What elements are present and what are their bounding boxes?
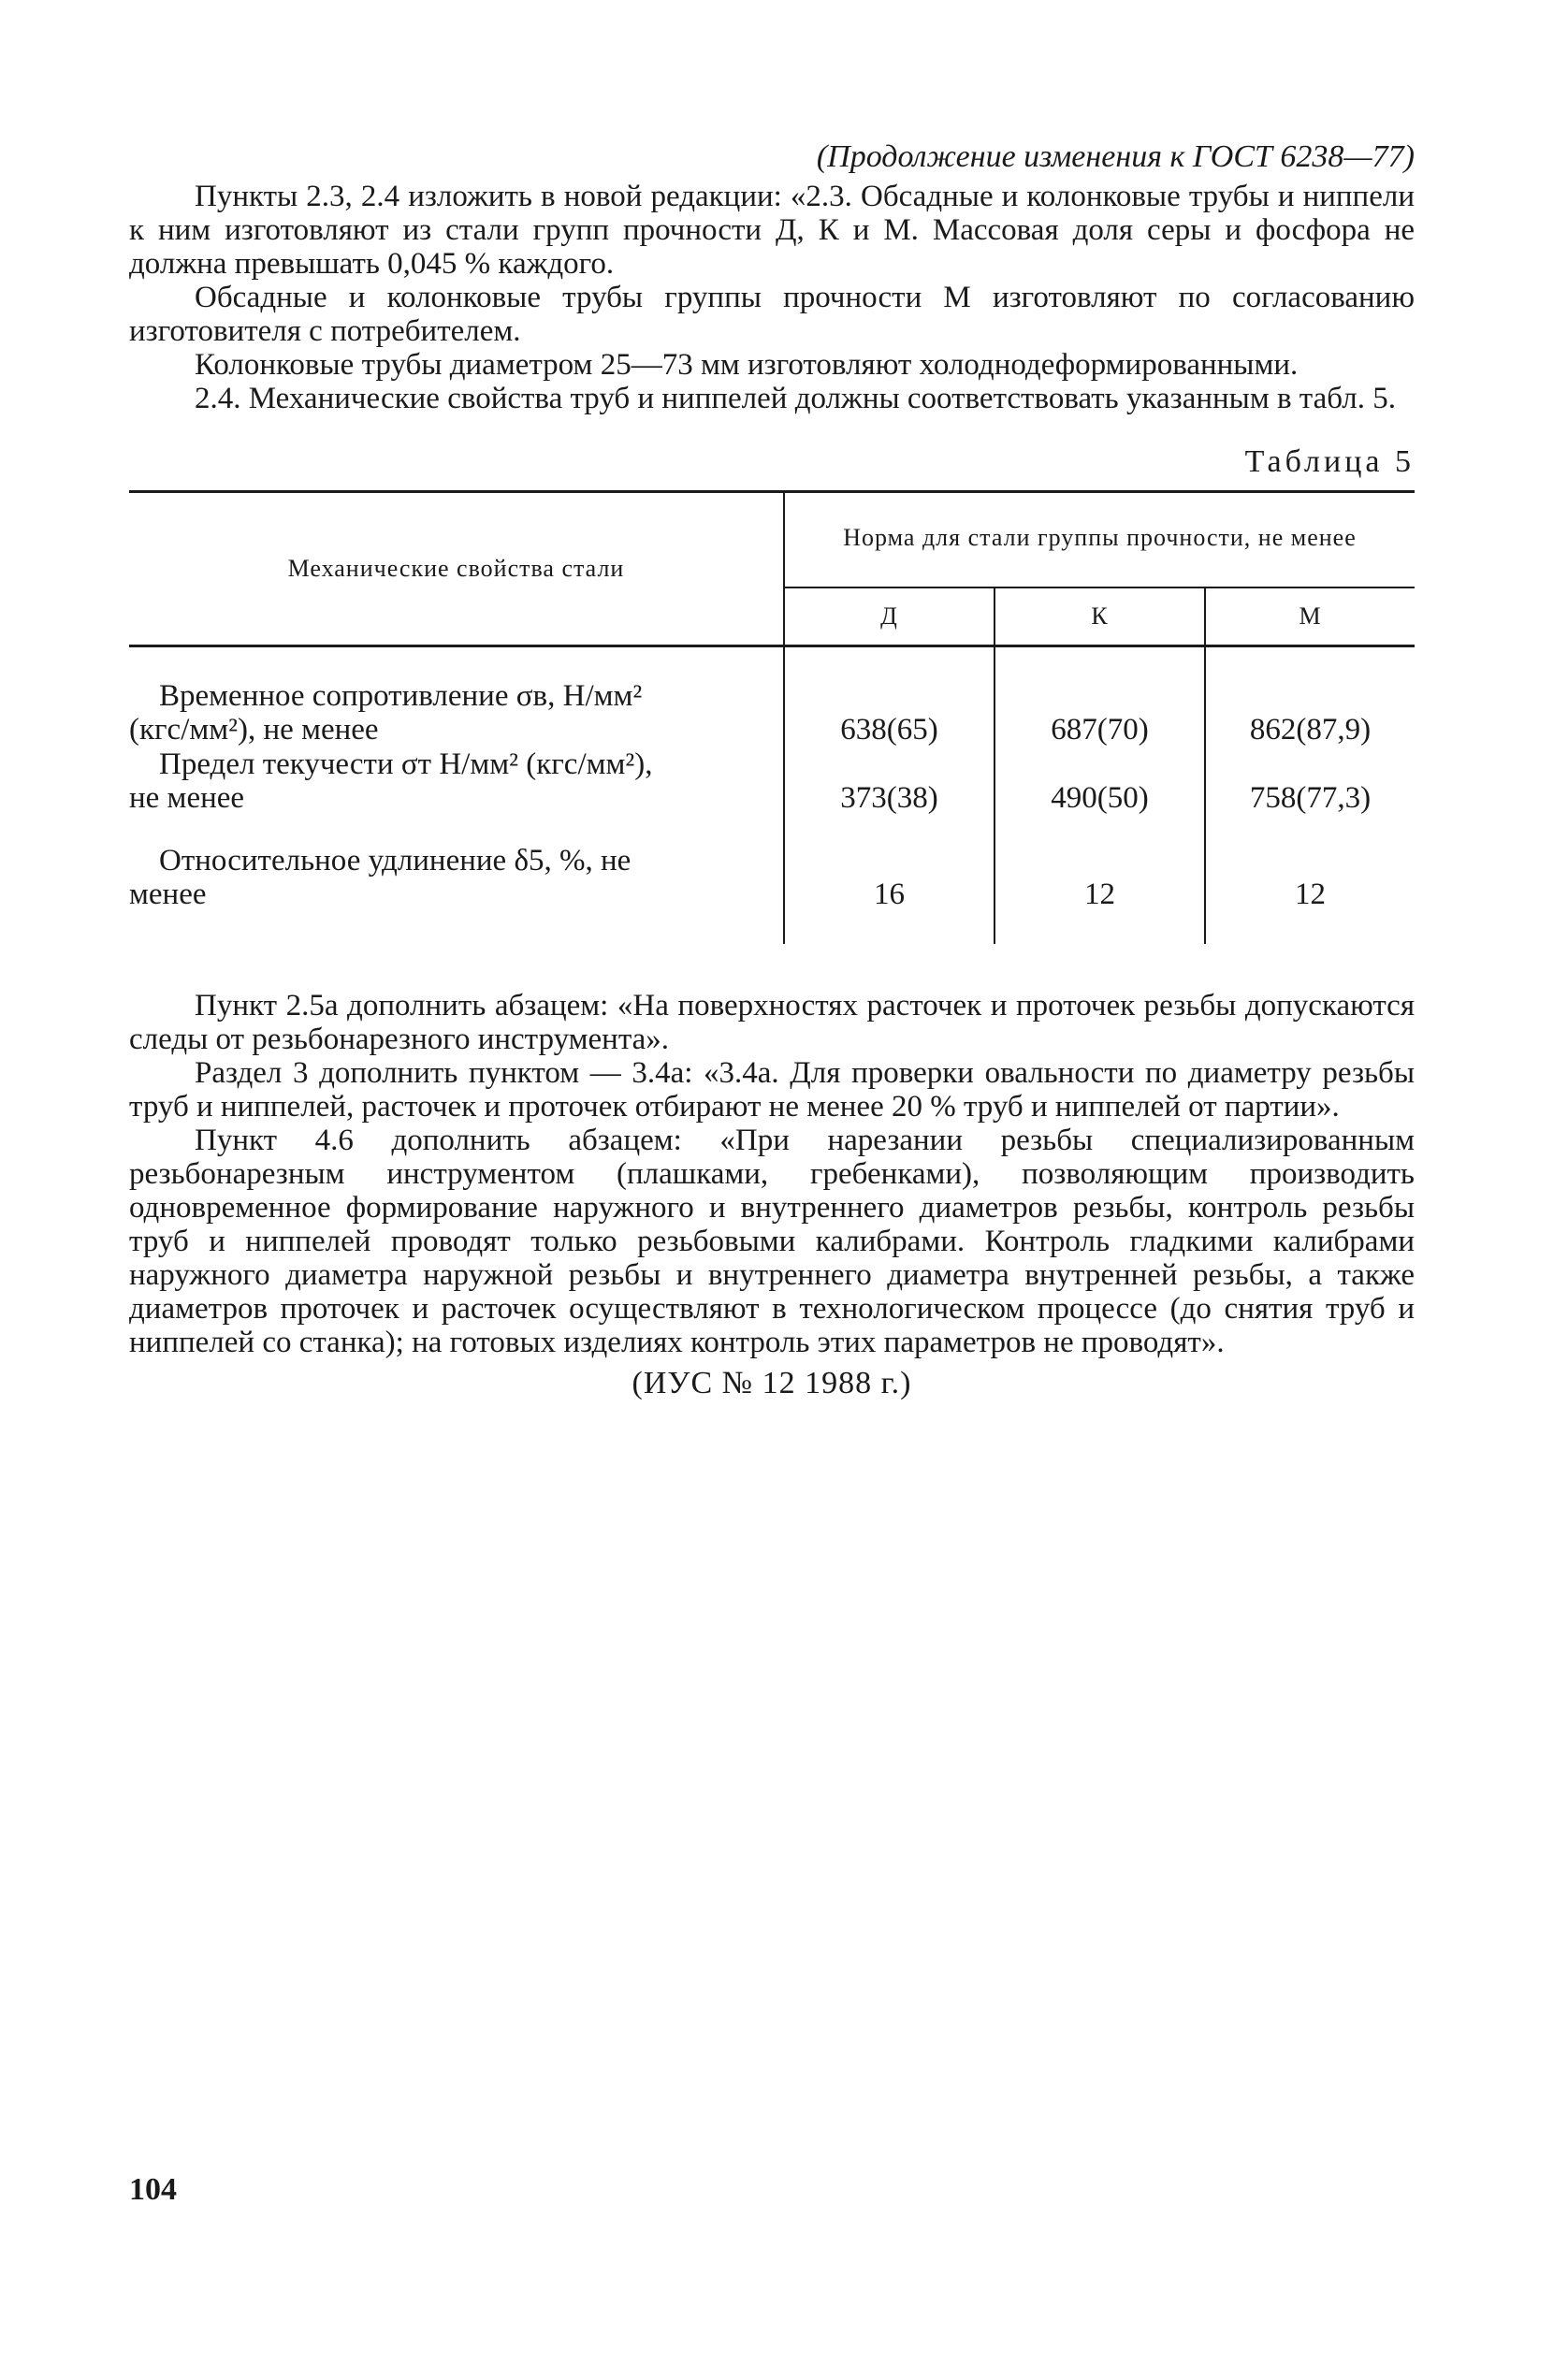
table-header-properties: Механические свойства стали <box>129 492 784 646</box>
table-cell: 12 <box>995 844 1205 912</box>
column-header-d: Д <box>784 587 995 646</box>
column-header-m: М <box>1205 587 1415 646</box>
table-row <box>129 844 1415 912</box>
row-label-line: не менее <box>129 781 245 815</box>
table-cell: 12 <box>1295 877 1326 911</box>
paragraph: Колонковые трубы диаметром 25—73 мм изготовляют холоднодеформированными. <box>195 348 1299 382</box>
table-cell: 687(70) <box>995 679 1205 747</box>
table-caption: Таблица 5 <box>1244 444 1415 479</box>
table-cell: 16 <box>784 844 995 912</box>
text-after-table <box>129 989 1415 1359</box>
column-header-k: К <box>995 587 1205 646</box>
document-page <box>129 138 1415 1402</box>
table-cell: 373(38) <box>784 747 995 816</box>
running-header: (Продолжение изменения к ГОСТ 6238—77) <box>816 139 1415 174</box>
source-reference: (ИУС № 12 1988 г.) <box>632 1366 912 1400</box>
table-row <box>129 679 1415 747</box>
table-cell: 638(65) <box>784 679 995 747</box>
row-label-line: Относительное удлинение δ5, %, не <box>159 844 632 877</box>
row-label-line: менее <box>129 877 207 911</box>
row-label-line: Предел текучести σт Н/мм² (кгс/мм²), <box>159 747 653 781</box>
paragraph: Обсадные и колонковые трубы группы прочности М изготовляют по согласованию изготовителя с потребителем. <box>129 281 1415 348</box>
paragraph: Пункт 2.5а дополнить абзацем: «На поверхностях расточек и проточек резьбы допускаются следы от резьбонарезного инструмента». <box>129 989 1415 1056</box>
row-label-line: Временное сопротивление σв, Н/мм² <box>159 679 643 713</box>
table-row <box>129 747 1415 816</box>
row-label <box>129 679 784 747</box>
paragraph: 2.4. Механические свойства труб и ниппелей должны соответствовать указанным в табл. 5. <box>195 382 1396 415</box>
table-cell: 758(77,3) <box>1249 781 1372 815</box>
table-header-strength-group: Норма для стали группы прочности, не менее <box>784 492 1415 588</box>
row-label <box>129 747 784 816</box>
paragraph: Раздел 3 дополнить пунктом — 3.4а: «3.4а. Для проверки овальности по диаметру резьбы труб и ниппелей, расточек и проточек отбирают не менее 20 % труб и ниппелей от партии». <box>129 1056 1415 1124</box>
table-cell: 862(87,9) <box>1249 713 1372 747</box>
table-cell: 490(50) <box>995 747 1205 816</box>
row-label-line: (кгс/мм²), не менее <box>129 713 379 747</box>
paragraph: Пункт 4.6 дополнить абзацем: «При нарезании резьбы специализированным резьбонарезным инструментом (плашками, гребенками), позволяющим производить одновременное формирование наружного и внутреннего диаметров резьбы, контроль резьбы труб и ниппелей проводят только резьбовыми калибрами. Контроль гладкими калибрами наружного диаметра наружной резьбы и внутреннего диаметра внутренней резьбы, а также диаметров проточек и расточек осуществляют в технологическом процессе (до снятия труб и ниппелей со станка); на готовых изделиях контроль этих параметров не проводят». <box>129 1124 1415 1359</box>
paragraph: Пункты 2.3, 2.4 изложить в новой редакции: «2.3. Обсадные и колонковые трубы и ниппели к ним изготовляют из стали групп прочности Д, К и М. Массовая доля серы и фосфора не должна превышать 0,045 % каждого. <box>129 180 1415 281</box>
properties-table <box>129 490 1415 944</box>
row-label <box>129 844 784 912</box>
page-number: 104 <box>129 2172 177 2207</box>
